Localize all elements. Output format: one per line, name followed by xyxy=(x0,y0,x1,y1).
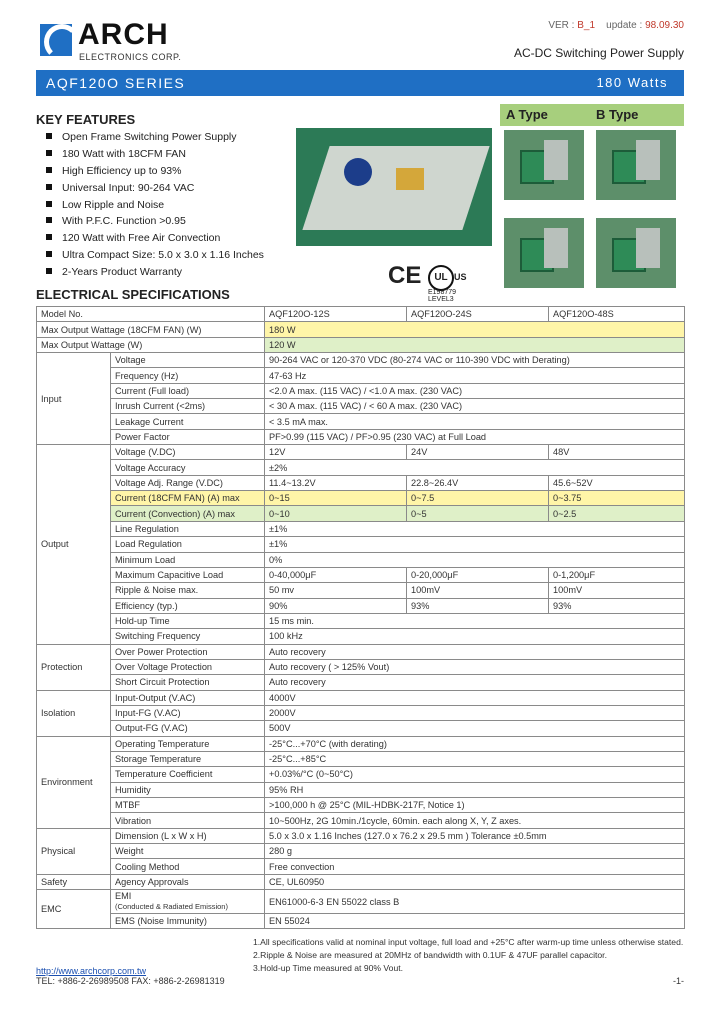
contact-info: TEL: +886-2-26989508 FAX: +886-2-26981319 xyxy=(36,976,225,986)
table-row: EMS (Noise Immunity) EN 55024 xyxy=(37,914,685,929)
ul-mark-icon: UL xyxy=(428,265,454,291)
bullet-icon xyxy=(46,251,52,257)
table-row: Power Factor PF>0.99 (115 VAC) / PF>0.95 (230 VAC) at Full Load xyxy=(37,429,685,444)
version-value: B_1 xyxy=(577,20,596,31)
bullet-icon xyxy=(46,150,52,156)
table-row: Temperature Coefficient +0.03%/°C (0~50°C) xyxy=(37,767,685,782)
table-row: Voltage Adj. Range (V.DC) 11.4~13.2V 22.8~26.4V 45.6~52V xyxy=(37,475,685,490)
table-row: Physical Dimension (L x W x H) 5.0 x 3.0 x 1.16 Inches (127.0 x 76.2 x 29.5 mm ) Tolerance ±0.5mm xyxy=(37,828,685,843)
key-features-list xyxy=(46,129,264,281)
electrical-specs-title: ELECTRICAL SPECIFICATIONS xyxy=(36,287,230,302)
logo-subtext: ELECTRONICS CORP. xyxy=(79,52,182,62)
table-row: Inrush Current (<2ms) < 30 A max. (115 VAC) / < 60 A max. (230 VAC) xyxy=(37,399,685,414)
type-a-label: A Type xyxy=(506,107,548,122)
table-row: Voltage Accuracy ±2% xyxy=(37,460,685,475)
table-row: Humidity 95% RH xyxy=(37,782,685,797)
table-row: Current (Full load) <2.0 A max. (115 VAC) / <1.0 A max. (230 VAC) xyxy=(37,383,685,398)
feature-item: Ultra Compact Size: 5.0 x 3.0 x 1.16 Inches xyxy=(46,247,264,264)
table-row: Frequency (Hz) 47-63 Hz xyxy=(37,368,685,383)
table-row: Isolation Input-Output (V.AC) 4000V xyxy=(37,690,685,705)
product-photo xyxy=(296,128,492,246)
table-row: Max Output Wattage (W) 120 W xyxy=(37,337,685,352)
feature-item: 180 Watt with 18CFM FAN xyxy=(46,146,264,163)
table-row: Switching Frequency 100 kHz xyxy=(37,629,685,644)
ul-us-label: US xyxy=(454,272,467,282)
type-b-label: B Type xyxy=(596,107,639,122)
product-category: AC-DC Switching Power Supply xyxy=(513,46,684,60)
bullet-icon xyxy=(46,217,52,223)
type-b-photo-1 xyxy=(596,130,676,200)
type-b-photo-2 xyxy=(596,218,676,288)
note-item: 1.All specifications valid at nominal input voltage, full load and +25°C after warm-up time unless otherwise stated. xyxy=(253,937,684,947)
bullet-icon xyxy=(46,201,52,207)
website-link[interactable]: http://www.archcorp.com.tw xyxy=(36,966,147,976)
table-row: Model No. AQF120O-12S AQF120O-24S AQF120O-48S xyxy=(37,307,685,322)
table-row: Weight 280 g xyxy=(37,844,685,859)
key-features-title: KEY FEATURES xyxy=(36,112,136,127)
logo-text: ARCH xyxy=(78,18,169,51)
bullet-icon xyxy=(46,184,52,190)
table-row: Storage Temperature -25°C...+85°C xyxy=(37,751,685,766)
table-row: Environment Operating Temperature -25°C...+70°C (with derating) xyxy=(37,736,685,751)
feature-item: 120 Watt with Free Air Convection xyxy=(46,230,264,247)
note-item: 2.Ripple & Noise are measured at 20MHz of bandwidth with 0.1UF & 47UF parallel capacitor. xyxy=(253,950,607,960)
table-row: Cooling Method Free convection xyxy=(37,859,685,874)
series-banner xyxy=(36,70,684,96)
feature-item: Low Ripple and Noise xyxy=(46,197,264,214)
certification-marks xyxy=(388,262,498,303)
feature-item: With P.F.C. Function >0.95 xyxy=(46,213,264,230)
page-number: -1- xyxy=(673,976,684,986)
table-row: Input Voltage 90-264 VAC or 120-370 VDC (80-274 VAC or 110-390 VDC with Derating) xyxy=(37,353,685,368)
feature-item: Open Frame Switching Power Supply xyxy=(46,129,264,146)
series-watts: 180 Watts xyxy=(596,75,668,90)
table-row: Current (18CFM FAN) (A) max 0~15 0~7.5 0~3.75 xyxy=(37,491,685,506)
table-row: Safety Agency Approvals CE, UL60950 xyxy=(37,874,685,889)
table-row: Short Circuit Protection Auto recovery xyxy=(37,675,685,690)
table-row: Load Regulation ±1% xyxy=(37,537,685,552)
update-value: 98.09.30 xyxy=(645,20,684,31)
type-a-photo-1 xyxy=(504,130,584,200)
feature-item: Universal Input: 90-264 VAC xyxy=(46,180,264,197)
company-logo xyxy=(40,18,230,64)
table-row: Over Voltage Protection Auto recovery ( > 125% Vout) xyxy=(37,659,685,674)
type-a-photo-2 xyxy=(504,218,584,288)
table-row: Protection Over Power Protection Auto recovery xyxy=(37,644,685,659)
table-row: MTBF >100,000 h @ 25°C (MIL-HDBK-217F, Notice 1) xyxy=(37,798,685,813)
table-row: Hold-up Time 15 ms min. xyxy=(37,613,685,628)
type-header xyxy=(500,104,684,126)
table-row: Max Output Wattage (18CFM FAN) (W) 180 W xyxy=(37,322,685,337)
note-item: 3.Hold-up Time measured at 90% Vout. xyxy=(253,963,403,973)
spec-notes xyxy=(253,936,683,975)
specifications-table xyxy=(36,306,685,929)
table-row: Ripple & Noise max. 50 mv 100mV 100mV xyxy=(37,583,685,598)
feature-item: 2-Years Product Warranty xyxy=(46,264,264,281)
table-row: Output Voltage (V.DC) 12V 24V 48V xyxy=(37,445,685,460)
table-row: Maximum Capacitive Load 0-40,000μF 0-20,000μF 0-1,200μF xyxy=(37,567,685,582)
table-row: Current (Convection) (A) max 0~10 0~5 0~2.5 xyxy=(37,506,685,521)
version-info: VER : B_1 update : 98.09.30 xyxy=(548,20,684,31)
ce-mark-icon: CE xyxy=(388,262,422,289)
table-row: Efficiency (typ.) 90% 93% 93% xyxy=(37,598,685,613)
series-name: AQF120O SERIES xyxy=(46,75,186,91)
table-row: Leakage Current < 3.5 mA max. xyxy=(37,414,685,429)
table-row: Line Regulation ±1% xyxy=(37,521,685,536)
bullet-icon xyxy=(46,268,52,274)
table-row: Output-FG (V.AC) 500V xyxy=(37,721,685,736)
table-row: Input-FG (V.AC) 2000V xyxy=(37,705,685,720)
table-row: Vibration 10~500Hz, 2G 10min./1cycle, 60min. each along X, Y, Z axes. xyxy=(37,813,685,828)
table-row: Minimum Load 0% xyxy=(37,552,685,567)
bullet-icon xyxy=(46,133,52,139)
ul-file-number: E198779 LEVEL3 xyxy=(428,289,457,303)
logo-mark-icon xyxy=(40,24,72,56)
feature-item: High Efficiency up to 93% xyxy=(46,163,264,180)
bullet-icon xyxy=(46,234,52,240)
bullet-icon xyxy=(46,167,52,173)
table-row: EMC EMI (Conducted & Radiated Emission) EN61000-6-3 EN 55022 class B xyxy=(37,890,685,914)
